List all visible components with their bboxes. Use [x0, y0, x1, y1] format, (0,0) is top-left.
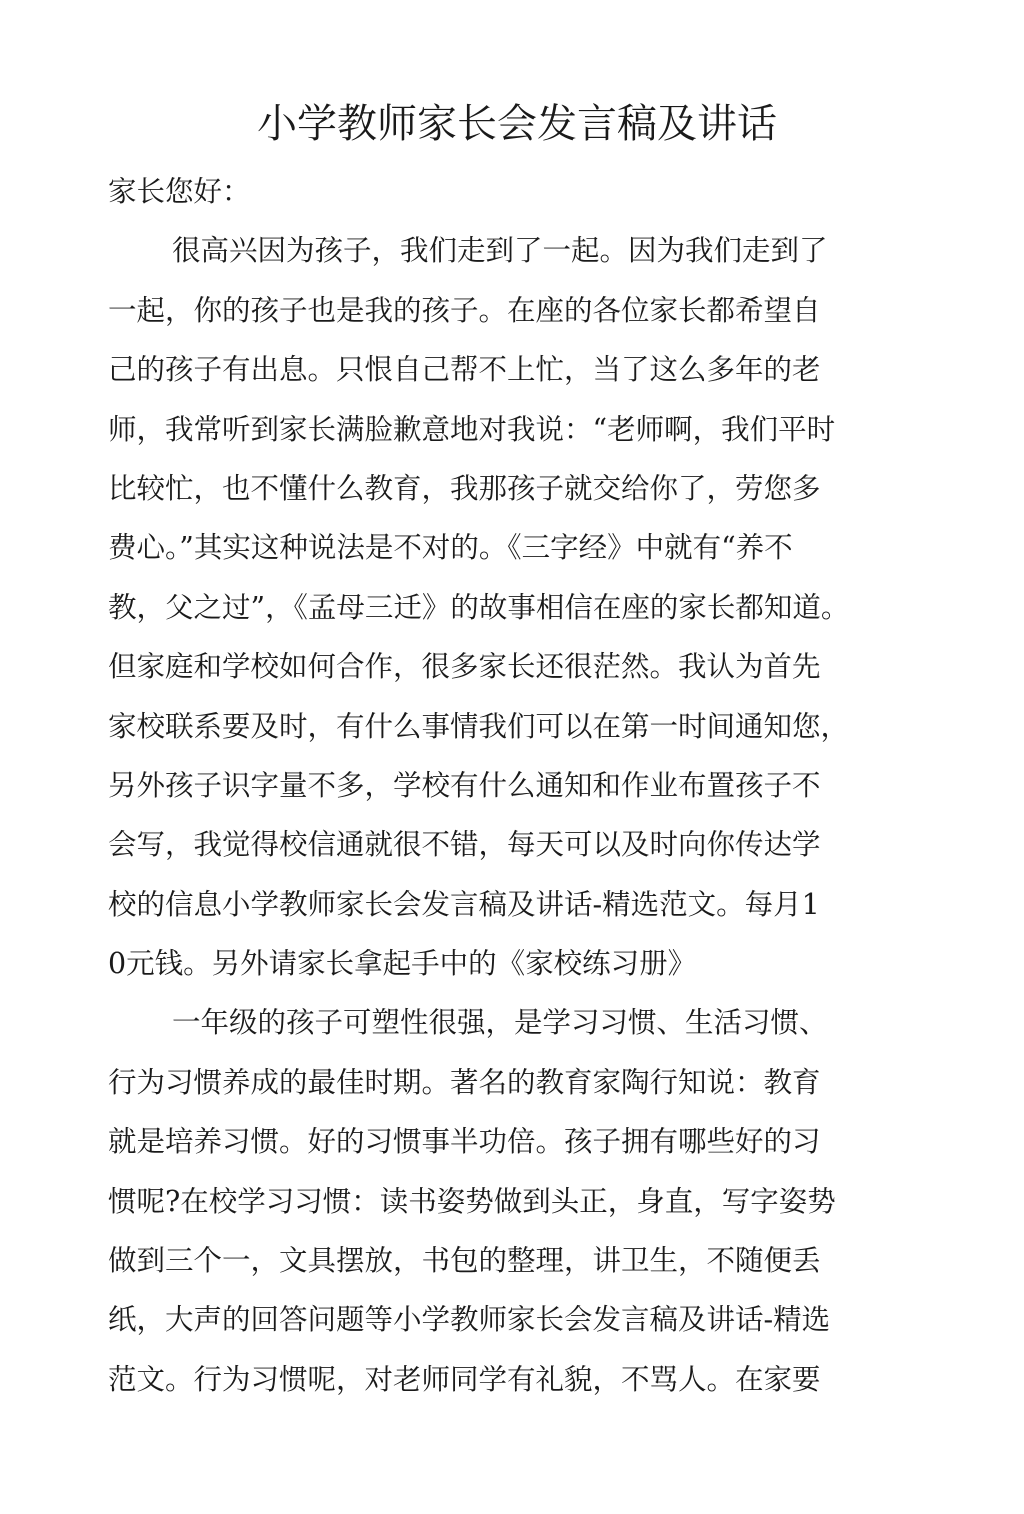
- text-line: 师，我常听到家长满脸歉意地对我说：“老师啊，我们平时: [108, 412, 836, 446]
- text-line: 另外孩子识字量不多，学校有什么通知和作业布置孩子不: [108, 768, 821, 802]
- text-line: 0元钱。另外请家长拿起手中的《家校练习册》: [108, 947, 697, 981]
- text-line: 就是培养习惯。好的习惯事半功倍。孩子拥有哪些好的习: [108, 1125, 821, 1159]
- text-line: 家校联系要及时，有什么事情我们可以在第一时间通知您，: [108, 709, 850, 743]
- text-line: 会写，我觉得校信通就很不错，每天可以及时向你传达学: [108, 828, 821, 862]
- text-line-greeting: 家长您好：: [108, 175, 251, 208]
- text-line: 教，父之过”，《孟母三迁》的故事相信在座的家长都知道。: [108, 590, 850, 624]
- document-body: [108, 162, 908, 1409]
- text-line: 一年级的孩子可塑性很强，是学习习惯、生活习惯、: [172, 1006, 828, 1040]
- text-line: 比较忙，也不懂什么教育，我那孩子就交给你了，劳您多: [108, 471, 821, 505]
- text-line: 费心。”其实这种说法是不对的。《三字经》中就有“养不: [108, 531, 793, 565]
- text-line: 一起，你的孩子也是我的孩子。在座的各位家长都希望自: [108, 293, 821, 327]
- text-line: 做到三个一，文具摆放，书包的整理，讲卫生，不随便丢: [108, 1244, 821, 1278]
- text-line: 校的信息小学教师家长会发言稿及讲话-精选范文。每月1: [108, 887, 820, 921]
- text-line: 行为习惯养成的最佳时期。著名的教育家陶行知说：教育: [108, 1065, 821, 1099]
- text-line: 惯呢?在校学习习惯：读书姿势做到头正，身直，写字姿势: [108, 1184, 836, 1218]
- text-line: 纸，大声的回答问题等小学教师家长会发言稿及讲话-精选: [108, 1303, 831, 1337]
- text-line: 己的孩子有出息。只恨自己帮不上忙，当了这么多年的老: [108, 353, 821, 387]
- text-line: 范文。行为习惯呢，对老师同学有礼貌，不骂人。在家要: [108, 1362, 821, 1396]
- document-title: 小学教师家长会发言稿及讲话: [257, 101, 777, 147]
- text-line: 很高兴因为孩子，我们走到了一起。因为我们走到了: [172, 234, 828, 268]
- text-line: 但家庭和学校如何合作，很多家长还很茫然。我认为首先: [108, 650, 821, 684]
